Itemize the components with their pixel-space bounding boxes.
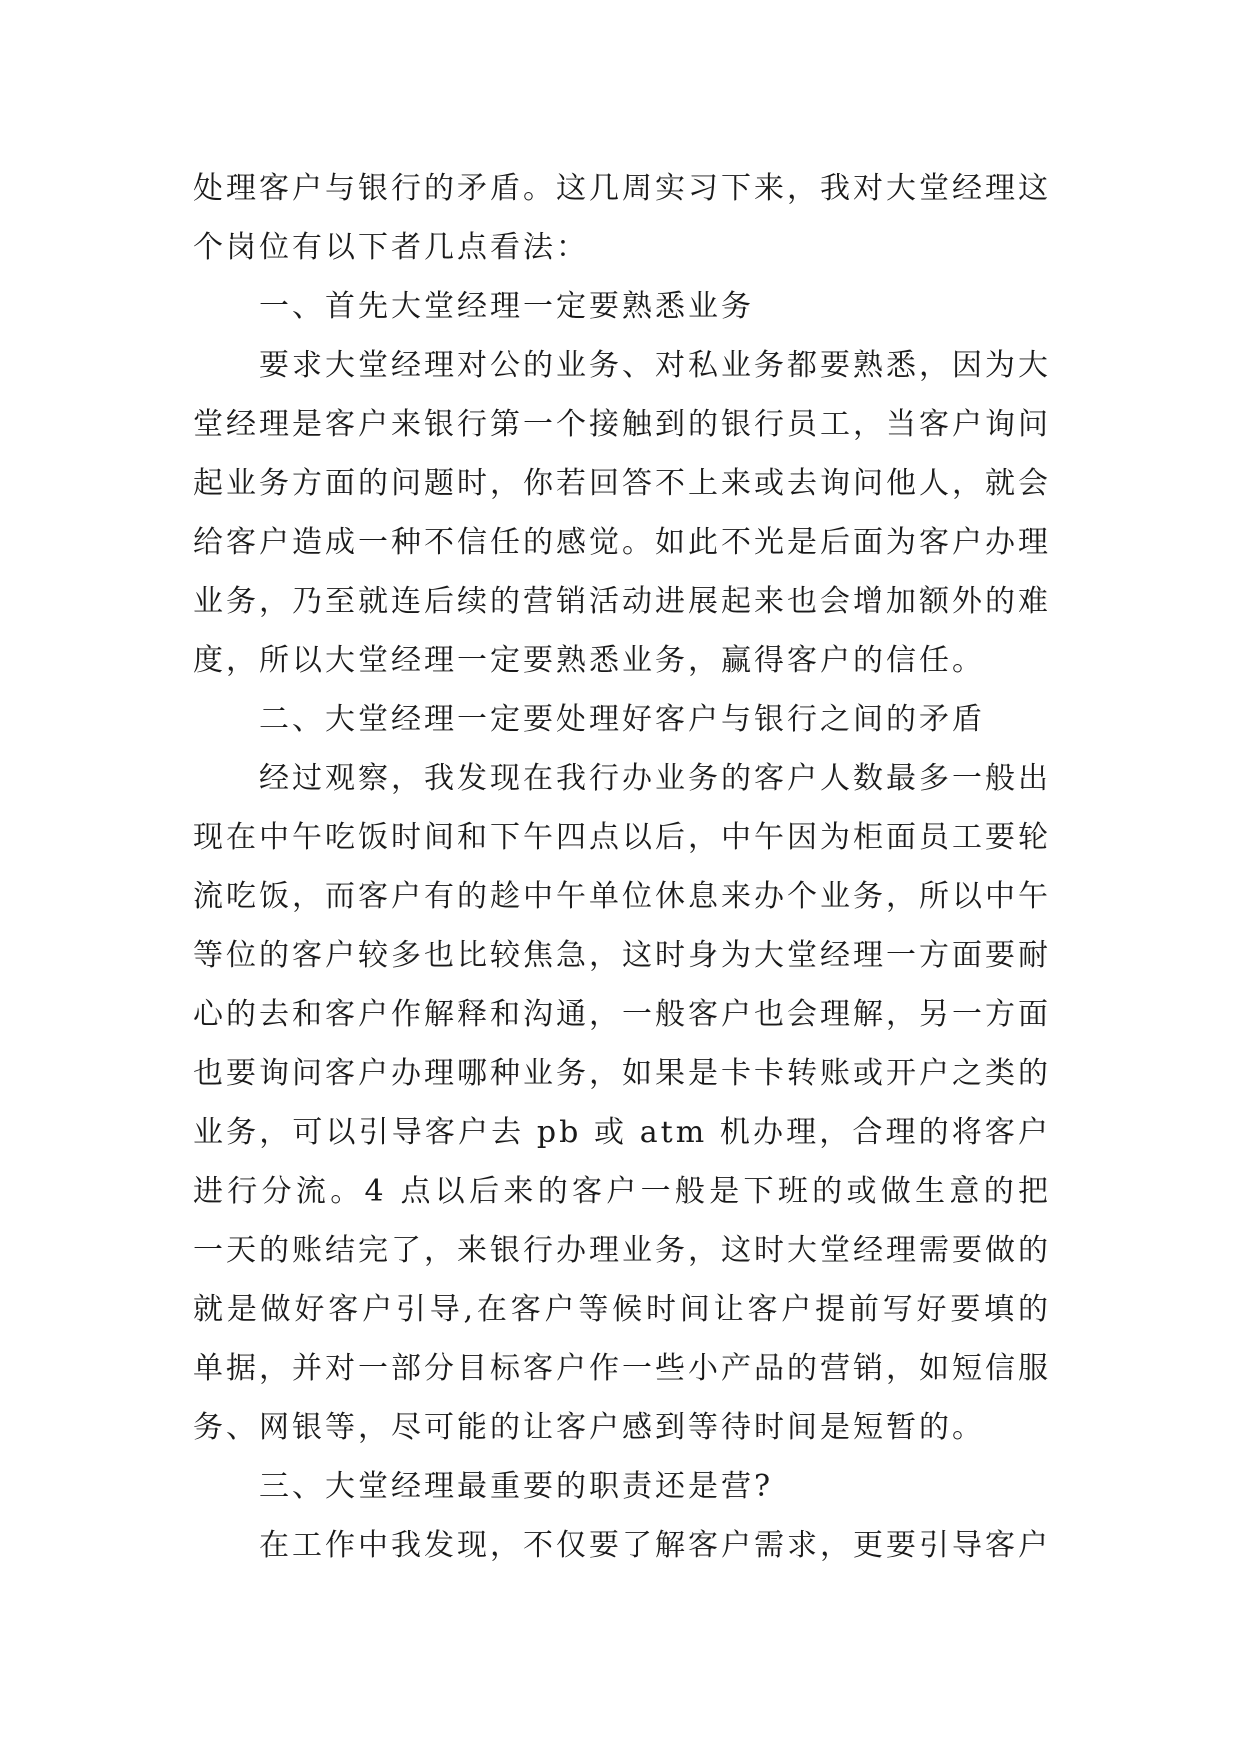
document-body [193,159,1051,1575]
paragraph: 要求大堂经理对公的业务、对私业务都要熟悉，因为大堂经理是客户来银行第一个接触到的银行员工，当客户询问起业务方面的问题时，你若回答不上来或去询问他人，就会给客户造成一种不信任的感觉。如此不光是后面为客户办理业务，乃至就连后续的营销活动进展起来也会增加额外的难度，所以大堂经理一定要熟悉业务，赢得客户的信任。 [193,348,1051,678]
section-heading: 二、大堂经理一定要处理好客户与银行之间的矛盾 [259,702,985,737]
paragraph: 在工作中我发现，不仅要了解客户需求，更要引导客户 [259,1528,1051,1563]
paragraph: 处理客户与银行的矛盾。这几周实习下来，我对大堂经理这个岗位有以下者几点看法： [193,171,1051,265]
paragraph: 经过观察，我发现在我行办业务的客户人数最多一般出现在中午吃饭时间和下午四点以后，中午因为柜面员工要轮流吃饭，而客户有的趁中午单位休息来办个业务，所以中午等位的客户较多也比较焦急，这时身为大堂经理一方面要耐心的去和客户作解释和沟通，一般客户也会理解，另一方面也要询问客户办理哪种业务，如果是卡卡转账或开户之类的业务，可以引导客户去 pb 或 atm 机办理，合理的将客户进行分流。4 点以后来的客户一般是下班的或做生意的把一天的账结完了，来银行办理业务，这时大堂经理需要做的就是做好客户引导,在客户等候时间让客户提前写好要填的单据，并对一部分目标客户作一些小产品的营销，如短信服务、网银等，尽可能的让客户感到等待时间是短暂的。 [193,761,1051,1445]
section-heading: 三、大堂经理最重要的职责还是营? [259,1469,774,1504]
section-heading: 一、首先大堂经理一定要熟悉业务 [259,289,754,324]
